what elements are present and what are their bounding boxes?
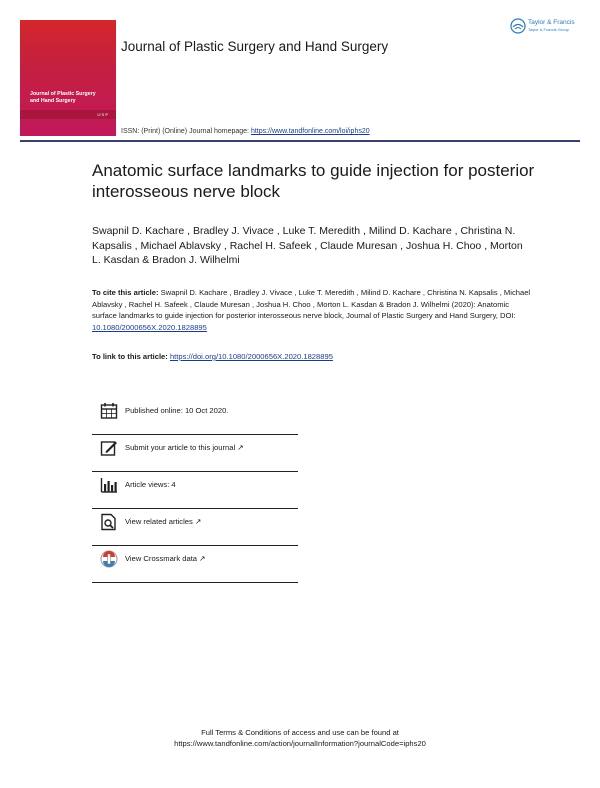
cover-title-line2: and Hand Surgery: [30, 98, 76, 104]
issn-label: ISSN: (Print) (Online) Journal homepage:: [121, 128, 249, 135]
crossmark-icon: [100, 550, 118, 568]
article-authors: Swapnil D. Kachare , Bradley J. Vivace , Luke T. Meredith , Milind D. Kachare , Christina N. Kapsalis , Michael Ablavsky , Rachel H. Safeek , Claude Muresan , Joshua H. Choo , Morton L. Kasdan & Bradon J. Wilhelmi: [92, 225, 523, 266]
publisher-logo: [510, 18, 584, 36]
related-articles-link[interactable]: [125, 517, 201, 526]
citation-block: [92, 287, 532, 333]
submit-article-text[interactable]: Submit your article to this journal: [125, 443, 236, 452]
header-divider: [20, 140, 580, 142]
doi-link[interactable]: 10.1080/2000656X.2020.1828895: [92, 322, 207, 332]
submit-article-link[interactable]: [125, 443, 244, 452]
journal-name: Journal of Plastic Surgery and Hand Surgery: [121, 39, 389, 54]
publisher-logo-icon: [510, 18, 526, 34]
document-search-icon: [100, 513, 118, 531]
edit-icon: [100, 439, 118, 457]
article-link-label: To link to this article:: [92, 352, 168, 361]
submit-article-item[interactable]: [92, 435, 298, 472]
article-info-list: [92, 398, 298, 583]
article-views-item: [92, 472, 298, 509]
citation-label: To cite this article:: [92, 288, 159, 297]
article-doi-url-link[interactable]: https://doi.org/10.1080/2000656X.2020.1828895: [169, 352, 333, 361]
article-link-line: [92, 352, 532, 361]
journal-cover: [20, 20, 116, 136]
citation-text: Swapnil D. Kachare , Bradley J. Vivace , Luke T. Meredith , Milind D. Kachare , Christina N. Kapsalis , Michael Ablavsky , Rachel H. Safeek , Claude Muresan , Joshua H. Choo , Morton L. Kasdan & Bradon J. Wilhelmi (2020): Anatomic surface landmarks to guide injection for posterior interosseous nerve block, Journal of Plastic Surgery and Hand Surgery, DOI:: [92, 288, 531, 320]
footer-terms-url[interactable]: https://www.tandfonline.com/action/journalInformation?journalCode=iphs20: [174, 739, 426, 748]
cover-title-line1: Journal of Plastic Surgery: [30, 91, 96, 97]
calendar-icon: [100, 402, 118, 420]
journal-homepage-link[interactable]: https://www.tandfonline.com/loi/iphs20: [250, 128, 370, 135]
related-articles-item[interactable]: [92, 509, 298, 546]
article-title: Anatomic surface landmarks to guide injection for posterior interosseous nerve block: [92, 161, 535, 201]
footer-terms-text: Full Terms & Conditions of access and use can be found at: [201, 728, 399, 737]
publisher-logo-text: Taylor & Francis: [528, 19, 575, 26]
cover-strip: [20, 110, 116, 119]
cover-title: [30, 91, 110, 105]
footer-terms: [0, 727, 600, 749]
related-articles-text[interactable]: View related articles: [125, 517, 193, 526]
bar-chart-icon: [100, 476, 118, 494]
article-views-text: Article views: 4: [125, 480, 176, 489]
crossmark-item[interactable]: [92, 546, 298, 583]
cover-strip-text: IJ S P: [97, 112, 108, 117]
external-link-icon: ↗: [199, 554, 206, 563]
published-online-text: Published online: 10 Oct 2020.: [125, 406, 229, 415]
published-online-item: [92, 398, 298, 435]
external-link-icon: ↗: [194, 517, 202, 526]
crossmark-text[interactable]: View Crossmark data: [125, 554, 198, 563]
external-link-icon: ↗: [237, 443, 244, 452]
issn-line: [121, 128, 370, 135]
crossmark-link[interactable]: [125, 554, 205, 563]
publisher-logo-subtext: Taylor & Francis Group: [528, 27, 569, 32]
